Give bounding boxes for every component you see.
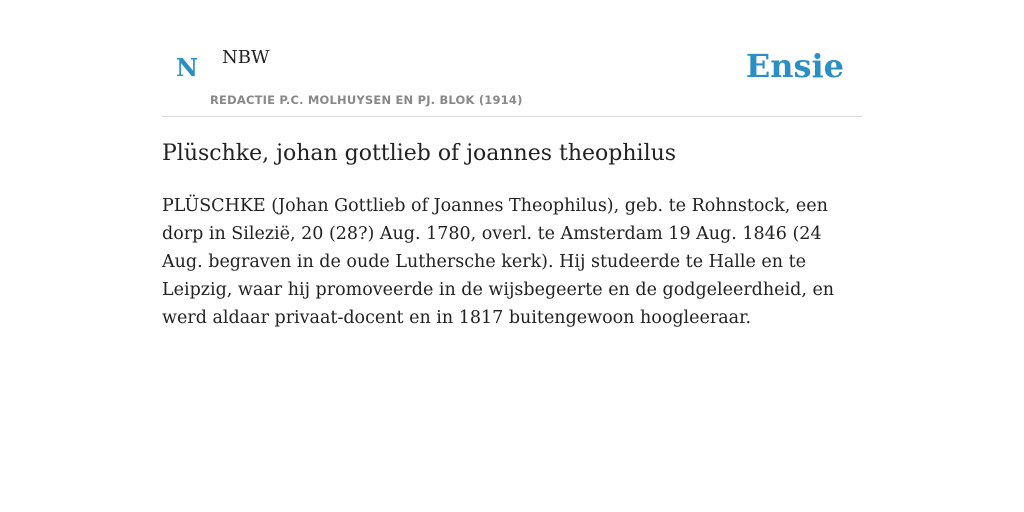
article-title: Plüschke, johan gottlieb of joannes theophilus [162,141,677,166]
header [162,0,862,117]
editors-subtitle: REDACTIE P.C. MOLHUYSEN EN PJ. BLOK (1914) [210,93,523,107]
article-body: PLÜSCHKE (Johan Gottlieb of Joannes Theophilus), geb. te Rohnstock, een dorp in Silezië, 20 (28?) Aug. 1780, overl. te Amsterdam 19 Aug. 1846 (24 Aug. begraven in de oude Luthersche kerk). Hij studeerde te Halle en te Leipzig, waar hij promoveerde in de wijsbegeerte en de godgeleerdheid, en werd aldaar privaat-docent en in 1817 buitengewoon hoogleeraar. [162,196,835,328]
logo-mark[interactable]: N [176,53,198,82]
brand-logo[interactable]: Ensie [745,47,844,85]
publication-abbrev[interactable]: NBW [222,47,270,68]
